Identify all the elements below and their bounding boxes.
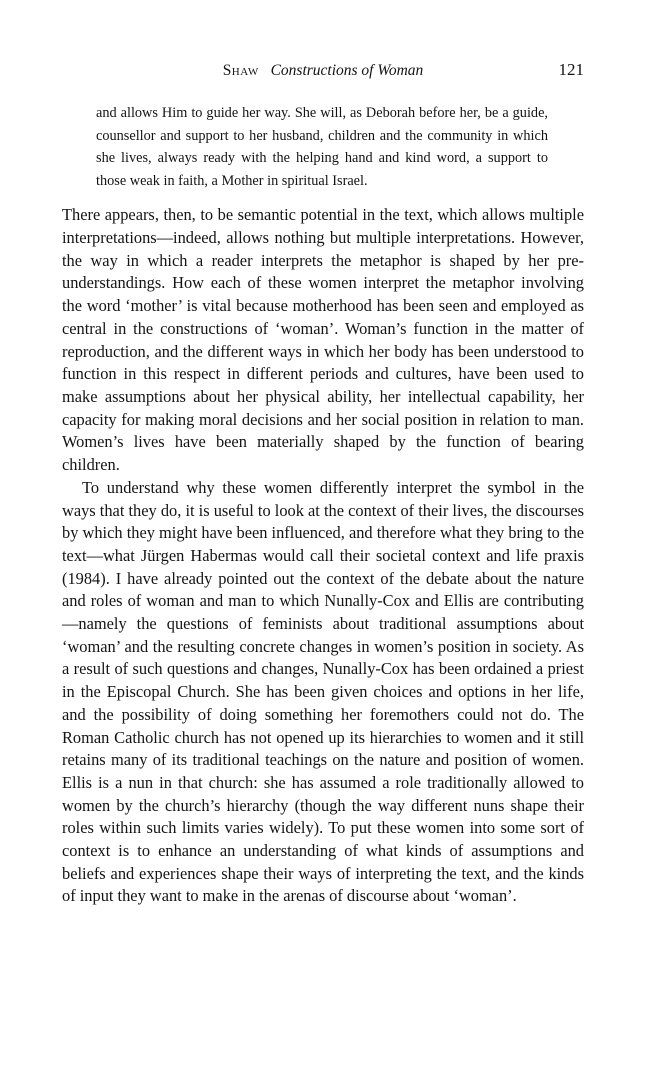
paragraph-1: There appears, then, to be semantic potential in the text, which allows multiple interpretations—indeed, allows nothing but multiple interpretations. However, the way in which a reader interprets the metaphor is shaped by her pre-understandings. How each of these women interpret the metaphor involving the word ‘mother’ is vital because motherhood has been seen and employed as central in the constructions of ‘woman’. Woman’s function in the matter of reproduction, and the different ways in which her body has been understood to function in this respect in different periods and cultures, have been used to make assumptions about her physical ability, her intellectual capability, her capacity for making moral decisions and her social position in relation to man. Women’s lives have been materially shaped by the function of bearing children.: [62, 205, 584, 475]
page-number: 121: [558, 60, 584, 79]
book-page: [62, 58, 584, 908]
paragraph-2: To understand why these women differently interpret the symbol in the ways that they do, it is useful to look at the context of their lives, the discourses by which they might have been influenced, and therefore what they bring to the text—what Jürgen Habermas would call their societal context and life praxis (1984). I have already pointed out the context of the debate about the nature and roles of woman and man to which Nunally-Cox and Ellis are contributing—namely the questions of feminists about traditional assumptions about ‘woman’ and the resulting concrete changes in women’s position in society. As a result of such questions and changes, Nunally-Cox has been ordained a priest in the Episcopal Church. She has been given choices and options in her life, and the possibility of doing something her foremothers could not do. The Roman Catholic church has not opened up its hierarchies to women and it still retains many of its traditional teachings on the nature and position of women. Ellis is a nun in that church: she has assumed a role traditionally allowed to women by the church’s hierarchy (though the way different nuns shape their roles within such limits varies widely). To put these women into some sort of context is to enhance an understanding of what kinds of assumptions and beliefs and experiences shape their ways of interpreting the text, and the kinds of input they want to make in the arenas of discourse about ‘woman’.: [62, 477, 584, 906]
running-head-work-title: Constructions of Woman: [270, 62, 424, 79]
block-quote: and allows Him to guide her way. She will, as Deborah before her, be a guide, counsellor and support to her husband, children and the community in which she lives, always ready with the helping hand and kind word, a support to those weak in faith, a Mother in spiritual Israel.: [96, 105, 548, 189]
body-text: [62, 204, 584, 908]
running-head-title: [62, 62, 584, 80]
running-head-author: Shaw: [222, 62, 259, 79]
running-head: [62, 58, 584, 88]
